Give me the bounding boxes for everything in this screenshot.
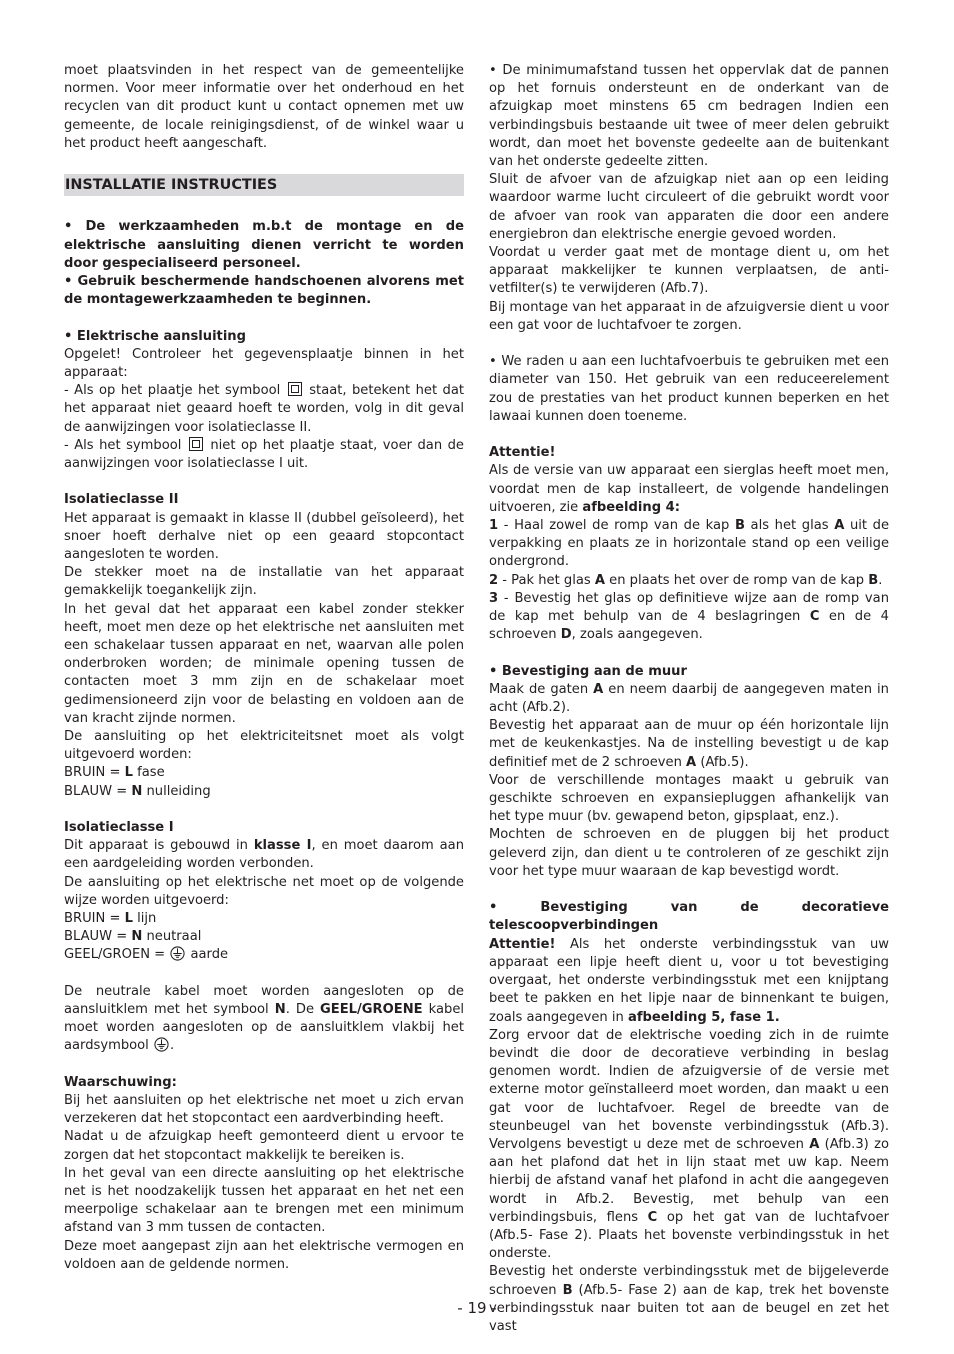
double-square-icon — [288, 382, 302, 396]
electrical-heading: • Elektrische aansluiting — [64, 328, 246, 344]
telescopic-paragraph-3: Bevestig het onderste verbindingsstuk met de bijgeleverde schroeven B (Afb.5- Fase 2) aan de kap, trek het bovenste verbindingsstuk naar buiten tot aan de beugel en zet het vast — [489, 1264, 889, 1334]
warning-paragraph-1: Bij het aansluiten op het elektrische net moet u zich ervan verzekeren dat het stopcontact een aardverbinding heeft. — [64, 1093, 464, 1127]
class1-brown-wire: BRUIN = L lijn — [64, 911, 157, 927]
wall-mount-paragraph-4: Mochten de schroeven en de pluggen bij het product geleverd zijn, dan dient u te controleren of ze geschikt zijn voor het type muur waaraan de kap bevestigd wordt. — [489, 827, 889, 879]
glass-step-1: 1 - Haal zowel de romp van de kap B als het glas A uit de verpakking en plaats ze in horizontale stand op een veilige ondergrond. — [489, 518, 890, 570]
duct-recommendation-paragraph: • We raden u aan een luchtafvoerbuis te gebruiken met een diameter van 150. Het gebruik van een reduceerelement zou de prestaties van het product kunnen beperken en het lawaai kunnen doen toeneme. — [489, 354, 889, 424]
class2-paragraph-3: In het geval dat het apparaat een kabel zonder stekker heeft, moet men deze op het elektrische net aansluiten met een schakelaar tussen apparaat en net, waarvan alle polen onderbroken worden; de minimale opening tussen de contacten moet 3 mm zijn en de schakelaar moet gedimensioneerd zijn voor de belasting en voldoen aan de van kracht zijnde normen. — [64, 601, 464, 726]
electrical-class1-note: - Als het symbool niet op het plaatje staat, voer dan de aanwijzingen voor isolatieclasse I uit. — [64, 437, 464, 472]
attention-heading: Attentie! — [489, 445, 556, 461]
double-square-icon — [189, 437, 203, 451]
wall-mount-paragraph-1: Maak de gaten A en neem daarbij de aangegeven maten in acht (Afb.2). — [489, 681, 889, 716]
class2-paragraph-1: Het apparaat is gemaakt in klasse II (dubbel geïsoleerd), het snoer hoeft derhalve niet op een geaard stopcontact aangesloten te worden. — [64, 510, 464, 563]
class1-paragraph-2: De aansluiting op het elektrische net moet op de volgende wijze worden uitgevoerd: — [64, 874, 464, 908]
warning-installer: • De werkzaamheden m.b.t de montage en de elektrische aansluiting dienen verricht te worden door gespecialiseerd personeel. — [64, 219, 464, 271]
class2-paragraph-4: De aansluiting op het elektriciteitsnet moet als volgt uitgevoerd worden: — [64, 729, 464, 763]
telescopic-paragraph-1: Attentie! Als het onderste verbindingsstuk van uw apparaat een lipje heeft dient u, voor u tot bevestiging overgaat, het onderste verbindingsstuk met een knijptang beet te pakken en het lipje naar de binnenkant te buigen, zoals aangegeven in afbeelding 5, fase 1. — [489, 936, 889, 1025]
warning-paragraph-2: Nadat u de afzuigkap heeft gemonteerd dient u ervoor te zorgen dat het stopcontact makkelijk te bereiken is. — [64, 1129, 464, 1163]
minimum-distance-paragraph: • De minimumafstand tussen het oppervlak dat de pannen op het fornuis ondersteunt en de onderkant van de afzuigkap moet minstens 65 cm bedragen Indien een verbindingsbuis bestaande uit twee of meer delen gebruikt wordt, dan moet het bovenste gedeelte aan de buitenkant van het onderste gedeelte zitten. — [489, 63, 889, 170]
left-column — [64, 62, 464, 1274]
page-number: - 19 - — [457, 1299, 497, 1317]
wall-mount-paragraph-3: Voor de verschillende montages maakt u gebruik van geschikte schroeven en expansiepluggen afhankelijk van het type muur (bv. gewapend beton, gipsplaat, enz.). — [489, 772, 889, 825]
electrical-class2-note: - Als op het plaatje het symbool staat, betekent het dat het apparaat niet geaard hoeft te worden, volg in dit geval de aanwijzingen voor isolatieclasse II. — [64, 383, 465, 435]
exhaust-paragraph: Sluit de afvoer van de afzuigkap niet aan op een leiding waardoor warme lucht circuleert of die gebruikt wordt voor de afvoer van rook van apparaten die door een andere energiebron dan elektrische energie gevoed worden. — [489, 172, 889, 242]
earth-ground-icon — [170, 946, 185, 961]
attention-paragraph: Als de versie van uw apparaat een sierglas heeft moet men, voordat men de kap installeert, de volgende handelingen uitvoeren, zie afbeelding 4: — [489, 463, 889, 515]
right-column — [489, 62, 889, 1336]
class2-heading: Isolatieclasse II — [64, 492, 179, 508]
class2-brown-wire: BRUIN = L fase — [64, 765, 165, 781]
class2-blue-wire: BLAUW = N nulleiding — [64, 783, 211, 799]
section-title: INSTALLATIE INSTRUCTIES — [64, 174, 464, 196]
class1-paragraph-1: Dit apparaat is gebouwd in klasse I, en moet daarom aan een aardgeleiding worden verbonden. — [64, 838, 464, 872]
class2-paragraph-2: De stekker moet na de installatie van het apparaat gemakkelijk toegankelijk zijn. — [64, 565, 464, 599]
wall-mount-heading: • Bevestiging aan de muur — [489, 663, 687, 679]
wall-mount-paragraph-2: Bevestig het apparaat aan de muur op één horizontale lijn met de keukenkastjes. Na de instelling bevestigt u de kap definitief met de 2 schroeven A (Afb.5). — [489, 718, 889, 770]
air-outlet-paragraph: Bij montage van het apparaat in de afzuigversie dient u voor een gat voor de luchtafvoer te zorgen. — [489, 299, 889, 333]
glass-step-2: 2 - Pak het glas A en plaats het over de romp van de kap B. — [489, 572, 883, 588]
intro-paragraph: moet plaatsvinden in het respect van de gemeentelijke normen. Voor meer informatie over het onderhoud en het recyclen van dit product kunt u contact opnemen met uw gemeente, de locale reinigingsdienst, of de winkel waar u het product heeft aangeschaft. — [64, 63, 464, 151]
filter-removal-paragraph: Voordat u verder gaat met de montage dient u, om het apparaat makkelijker te kunnen verplaatsen, de anti-vetfilter(s) te verwijderen (Afb.7). — [489, 245, 889, 297]
class1-yellow-green-wire: GEEL/GROEN = aarde — [64, 947, 229, 963]
telescopic-heading: • Bevestiging van de decoratieve telescoopverbindingen — [489, 900, 889, 934]
warning-heading: Waarschuwing: — [64, 1074, 177, 1090]
earth-ground-icon — [154, 1037, 169, 1052]
neutral-cable-paragraph: De neutrale kabel moet worden aangesloten op de aansluitklem met het symbool N. De GEEL/GROENE kabel moet worden aangesloten op de aansluitklem vlakbij het aardsymbool . — [64, 983, 465, 1054]
telescopic-paragraph-2: Zorg ervoor dat de elektrische voeding zich in de ruimte bevindt die door de decoratieve verbinding in beslag genomen wordt. Indien de afzuigversie of de versie met externe motor geïnstalleerd moet worden, dan maakt u een gat voor de luchtafvoer. Regel de breedte van de steunbeugel van het bovenste verbindingsstuk (Afb.3). Vervolgens bevestigt u deze met de schroeven A (Afb.3) zo aan het plafond dat het in lijn staat met uw kap. Neem hierbij de afstand vanaf het plafond in acht die aangegeven wordt in Afb.2. Bevestig, met behulp van een verbindingsbuis, flens C op het gat van de luchtafvoer (Afb.5- Fase 2). Plaats het bovenste verbindingsstuk in het onderste. — [489, 1027, 889, 1262]
warning-paragraph-3: In het geval van een directe aansluiting op het elektrische net is het noodzakelijk tussen het apparaat en het net een meerpolige schakelaar aan te brengen met een minimum afstand van 3 mm tussen de contacten. — [64, 1165, 464, 1236]
warning-gloves: • Gebruik beschermende handschoenen alvorens met de montagewerkzaamheden te beginnen. — [64, 274, 464, 308]
class1-heading: Isolatieclasse I — [64, 820, 174, 836]
warning-paragraph-4: Deze moet aangepast zijn aan het elektrische vermogen en voldoen aan de geldende normen. — [64, 1238, 464, 1272]
electrical-check: Opgelet! Controleer het gegevensplaatje binnen in het apparaat: — [64, 346, 464, 380]
class1-blue-wire: BLAUW = N neutraal — [64, 929, 202, 945]
glass-step-3: 3 - Bevestig het glas op definitieve wijze aan de romp van de kap met behulp van de 4 beslagringen C en de 4 schroeven D, zoals aangegeven. — [489, 590, 889, 643]
